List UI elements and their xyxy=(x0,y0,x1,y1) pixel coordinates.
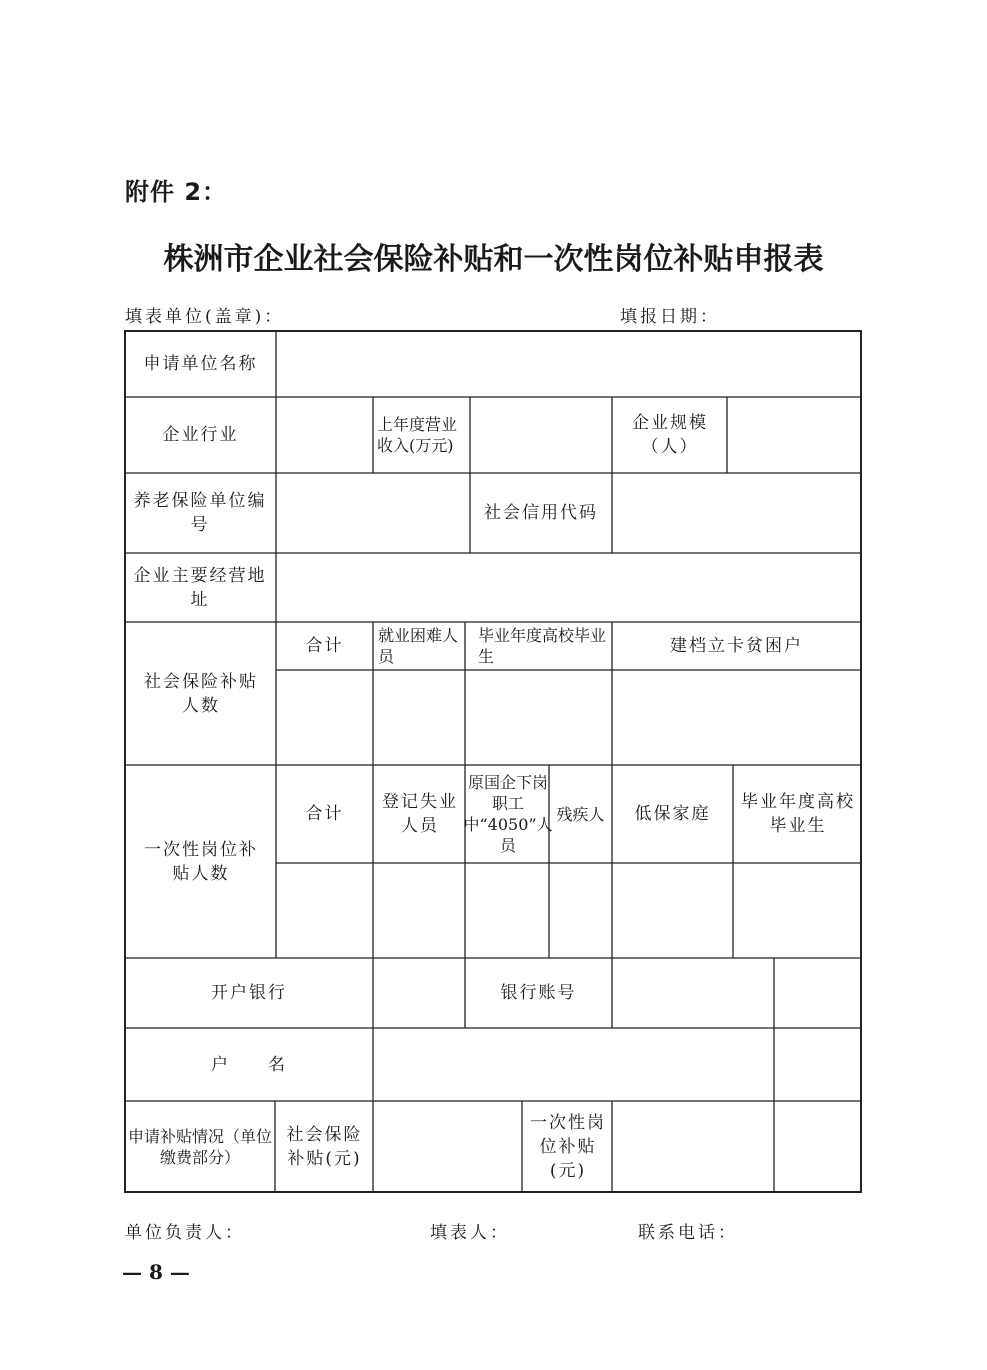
si-graduates-label: 毕业年度高校毕业生 xyxy=(478,626,607,666)
si-subsidy-count-label: 社会保险补贴人数 xyxy=(144,671,258,716)
ot-disabled-label: 残疾人 xyxy=(556,804,605,824)
revenue-label: 上年度营业收入(万元) xyxy=(377,415,458,455)
ot-low-income-label: 低保家庭 xyxy=(634,804,711,824)
attachment-label: 附件 2： xyxy=(125,178,228,206)
fill-date-label: 填报日期： xyxy=(620,307,720,327)
enterprise-scale-label: 企业规模（人） xyxy=(632,413,708,457)
industry-label: 企业行业 xyxy=(162,425,239,445)
ot-graduates-label: 毕业年度高校毕业生 xyxy=(741,792,855,836)
unit-head-label: 单位负责人： xyxy=(125,1223,245,1243)
phone-label: 联系电话： xyxy=(638,1223,738,1243)
si-subsidy-amount-label: 社会保险补贴(元) xyxy=(286,1124,363,1169)
ot-registered-unemployed-label: 登记失业人员 xyxy=(382,792,458,836)
si-hard-employment-label: 就业困难人员 xyxy=(378,626,459,666)
form-title: 株洲市企业社会保险补贴和一次性岗位补贴申报表 xyxy=(163,242,824,277)
main-address-label: 企业主要经营地址 xyxy=(133,565,267,610)
page-number: — 8 — xyxy=(122,1260,190,1284)
account-name-label: 户 名 xyxy=(211,1054,287,1075)
applicant-name-label: 申请单位名称 xyxy=(143,354,258,374)
account-no-label: 银行账号 xyxy=(500,983,577,1003)
bank-label: 开户银行 xyxy=(211,983,287,1003)
si-total-label: 合计 xyxy=(305,636,344,656)
ot-subsidy-count-label: 一次性岗位补贴人数 xyxy=(144,839,258,884)
pension-unit-no-label: 养老保险单位编号 xyxy=(133,491,267,535)
subsidy-status-label: 申请补贴情况（单位缴费部分） xyxy=(127,1126,272,1167)
ot-laid-off-label: 原国企下岗职工中“4050”人员 xyxy=(463,773,553,855)
ot-subsidy-amount-label: 一次性岗位补贴(元) xyxy=(530,1112,606,1181)
si-poverty-label: 建档立卡贫困户 xyxy=(670,636,803,656)
ot-total-label: 合计 xyxy=(305,804,344,824)
filler-label: 填表人： xyxy=(430,1223,510,1243)
fill-unit-label: 填表单位(盖章)： xyxy=(125,307,285,327)
social-credit-code-label: 社会信用代码 xyxy=(484,503,598,523)
